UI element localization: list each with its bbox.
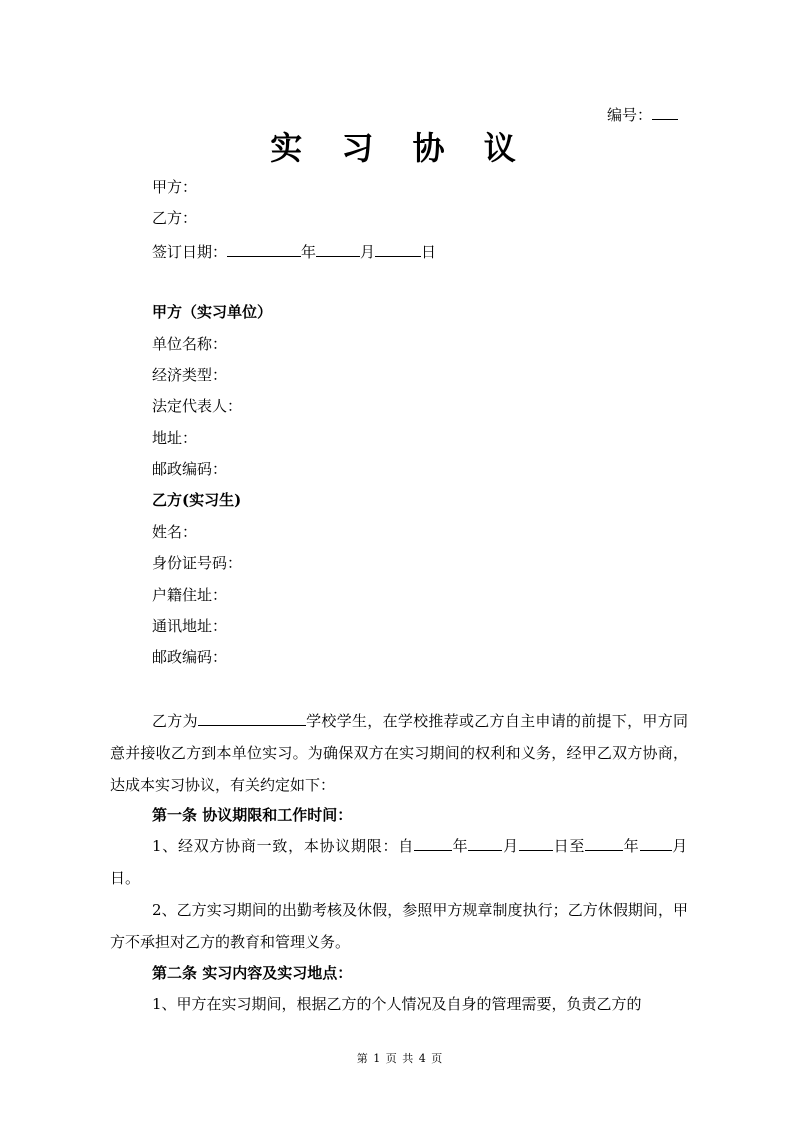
intro-part1: 乙方为 xyxy=(152,712,198,730)
end-month-blank xyxy=(640,834,672,851)
intro-part2: 学校学生，在学校推荐或乙方自主申请的前提下，甲方同意并接收乙方到本单位实习。为确保双方在实习期间的权利和义务，经甲乙双方协商，达成本实习协议，有关约定如下： xyxy=(110,712,688,794)
section-b-field: 姓名： xyxy=(152,523,198,541)
section-b-field: 户籍住址： xyxy=(152,586,228,604)
section-a-field: 地址： xyxy=(152,429,198,447)
party-a-line: 甲方： xyxy=(152,178,198,196)
section-a-field: 单位名称： xyxy=(152,335,228,353)
intro-paragraph xyxy=(110,705,688,801)
sign-month-label: 月 xyxy=(360,243,376,261)
start-month-blank xyxy=(468,834,502,851)
section-b-field: 邮政编码： xyxy=(152,648,228,666)
section-b-field: 通讯地址： xyxy=(152,617,228,635)
section-a-field: 经济类型： xyxy=(152,366,228,384)
sign-year-blank xyxy=(227,240,301,257)
section-b-heading: 乙方(实习生) xyxy=(152,491,242,509)
document-number-blank xyxy=(652,103,678,120)
start-year-label: 年 xyxy=(451,837,469,855)
section-a-heading: 甲方（实习单位） xyxy=(152,303,273,321)
start-month-label: 月 xyxy=(502,837,519,855)
end-year-label: 年 xyxy=(623,837,640,855)
clause1-text: 1、经双方协商一致，本协议期限：自 xyxy=(152,837,414,855)
start-year-blank xyxy=(414,834,452,851)
sign-day-label: 日 xyxy=(421,243,437,261)
article1-clause2: 2、乙方实习期间的出勤考核及休假，参照甲方规章制度执行；乙方休假期间，甲方不承担对乙方的教育和管理义务。 xyxy=(110,901,688,951)
sign-day-blank xyxy=(375,240,421,257)
start-day-label: 日至 xyxy=(552,837,586,855)
document-number xyxy=(607,103,678,125)
section-b-field: 身份证号码： xyxy=(152,554,243,572)
sign-year-label: 年 xyxy=(301,243,317,261)
sign-date-line xyxy=(152,240,436,262)
start-day-blank xyxy=(519,834,553,851)
section-a-field: 邮政编码： xyxy=(152,460,228,478)
end-month-label: 月 xyxy=(671,837,688,855)
page-footer: 第 1 页 共 4 页 xyxy=(356,1052,444,1065)
article1-clause1 xyxy=(110,830,688,894)
sign-month-blank xyxy=(316,240,360,257)
article2-heading: 第二条 实习内容及实习地点： xyxy=(152,964,353,982)
school-blank xyxy=(198,709,306,726)
sign-date-label: 签订日期： xyxy=(152,243,228,261)
end-year-blank xyxy=(585,834,623,851)
article1-heading: 第一条 协议期限和工作时间： xyxy=(152,806,353,824)
party-b-line: 乙方： xyxy=(152,209,198,227)
end-day-label: 日。 xyxy=(110,869,141,887)
document-number-label: 编号： xyxy=(606,106,652,124)
page-title: 实 习 协 议 xyxy=(270,129,530,167)
article2-clause1: 1、甲方在实习期间，根据乙方的个人情况及自身的管理需要，负责乙方的 xyxy=(152,995,642,1013)
section-a-field: 法定代表人： xyxy=(152,397,243,415)
